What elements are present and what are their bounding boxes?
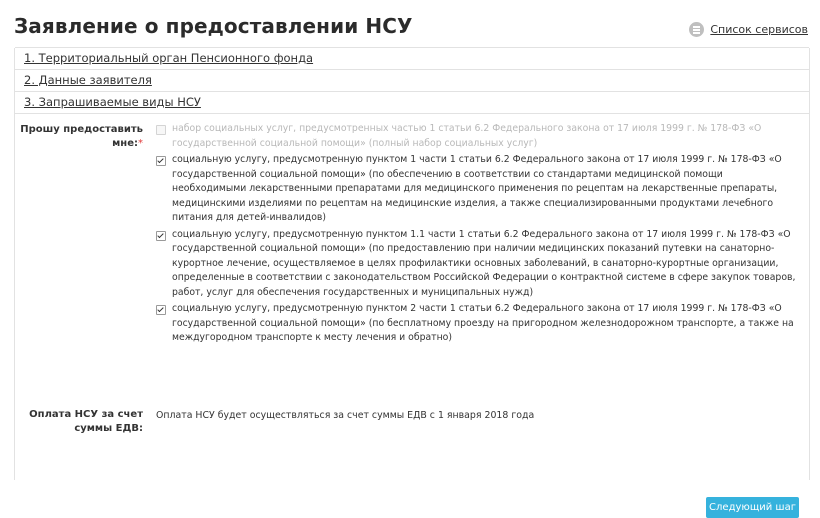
requested-nsu-body: [15, 114, 809, 513]
required-mark: *: [138, 138, 143, 149]
form-panel: [14, 48, 810, 513]
section-label[interactable]: 2. Данные заявителя: [24, 73, 152, 87]
section-pension-fund-office[interactable]: [15, 47, 809, 70]
option-travel[interactable]: [156, 302, 796, 346]
option-full-set-text: набор социальных услуг, предусмотренных частью 1 статьи 6.2 Федерального закона от 17 июля 1999 г. № 178-ФЗ «О государственной социальной помощи» (полный набор социальных услуг): [172, 123, 762, 149]
option-medicines-text: социальную услугу, предусмотренную пунктом 1 части 1 статьи 6.2 Федерального закона от 17 июля 1999 г. № 178-ФЗ «О государственной социальной помощи» (по обеспечению в соответствии со стандартами медицинской помощи необходимыми лекарственными препаратами для медицинского применения по рецептам на лекарственные препараты, медицинскими изделиями по рецептам на медицинские изделия, а также специализированными продуктами лечебного питания для детей-инвалидов): [172, 154, 782, 223]
request-label-text: Прошу предоставить мне:: [20, 124, 143, 149]
page-title: Заявление о предоставлении НСУ: [14, 14, 413, 38]
services-link-label[interactable]: Список сервисов: [710, 23, 808, 36]
request-label: [15, 123, 143, 151]
next-step-button[interactable]: Следующий шаг: [706, 497, 799, 518]
option-full-set: [156, 122, 796, 151]
option-travel-text: социальную услугу, предусмотренную пунктом 2 части 1 статьи 6.2 Федерального закона от 17 июля 1999 г. № 178-ФЗ «О государственной социальной помощи» (по бесплатному проезду на пригородном железнодорожном транспорте, а также на междугородном транспорте к месту лечения и обратно): [172, 303, 794, 343]
page-header: [14, 14, 808, 44]
option-full-set-checkbox: [156, 125, 166, 135]
payment-value: Оплата НСУ будет осуществляться за счет суммы ЕДВ с 1 января 2018 года: [156, 410, 535, 421]
section-requested-nsu[interactable]: [15, 91, 809, 114]
section-label[interactable]: 1. Территориальный орган Пенсионного фонда: [24, 51, 314, 65]
option-travel-checkbox[interactable]: [156, 305, 166, 315]
services-link[interactable]: [689, 22, 808, 37]
option-medicines-checkbox[interactable]: [156, 156, 166, 166]
section-applicant-data[interactable]: [15, 69, 809, 92]
option-sanatorium[interactable]: [156, 228, 796, 301]
option-medicines[interactable]: [156, 153, 796, 226]
payment-label: Оплата НСУ за счет суммы ЕДВ:: [29, 409, 143, 434]
nsu-options-list: [156, 122, 796, 348]
list-icon: [689, 22, 704, 37]
section-label[interactable]: 3. Запрашиваемые виды НСУ: [24, 95, 201, 109]
option-sanatorium-text: социальную услугу, предусмотренную пунктом 1.1 части 1 статьи 6.2 Федерального закона от 17 июля 1999 г. № 178-ФЗ «О государственной социальной помощи» (по предоставлению при наличии медицинских показаний путевки на санаторно-курортное лечение, осуществляемое в целях профилактики основных заболеваний, в санаторно-курортные организации, определенные в соответствии с законодательством Российской Федерации о контрактной системе в сфере закупок товаров, работ, услуг для обеспечения государственных и муниципальных нужд): [172, 228, 796, 298]
option-sanatorium-checkbox[interactable]: [156, 231, 166, 241]
